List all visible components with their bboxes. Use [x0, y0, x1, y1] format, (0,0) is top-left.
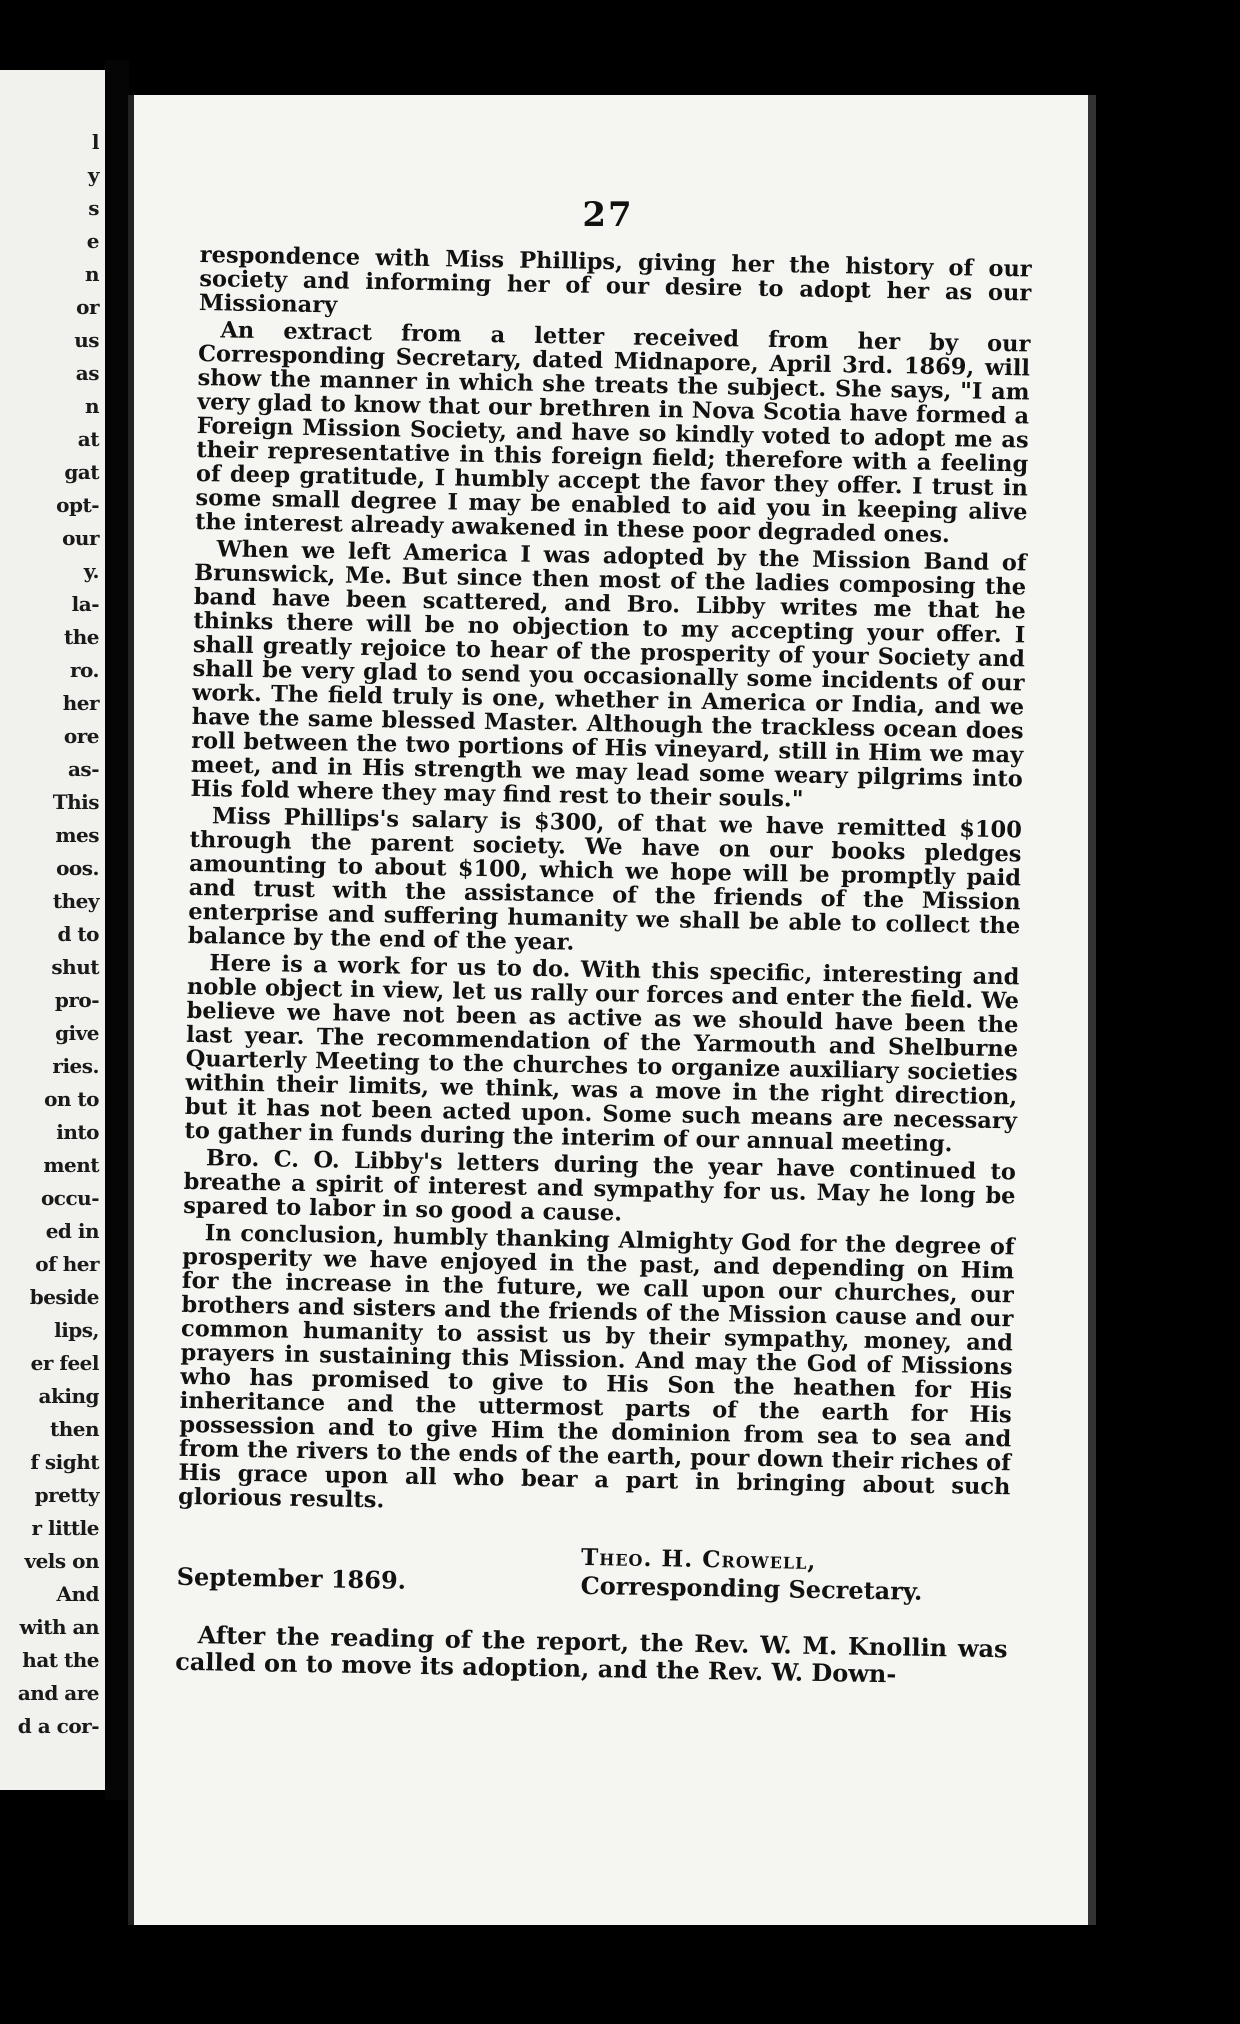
- left-page-text-fragment: y: [87, 163, 99, 187]
- page-number: 27: [582, 195, 634, 235]
- signature-block: [176, 1531, 1009, 1628]
- left-page-text-fragment: beside: [29, 1285, 99, 1309]
- left-page-text-fragment: oos.: [56, 856, 99, 880]
- left-page-text-fragment: as: [75, 361, 99, 385]
- left-page-text-fragment: And: [56, 1582, 99, 1606]
- paragraph: respondence with Miss Phillips, giving her the history of our society and informing her of our desire to adopt her as our Missionary: [198, 242, 1032, 319]
- left-page-text-fragment: ed in: [45, 1219, 99, 1243]
- left-page-text-fragment: on to: [44, 1087, 99, 1111]
- signature-name: Theo. H. Crowell,: [580, 1543, 817, 1575]
- left-page-text-fragment: then: [49, 1417, 99, 1441]
- book-page: [128, 95, 1088, 1925]
- left-page-text-fragment: ries.: [52, 1054, 99, 1078]
- left-page-text-fragment: of her: [35, 1252, 99, 1276]
- left-page-text-fragment: r little: [31, 1516, 99, 1540]
- page-right-edge: [1088, 95, 1096, 1925]
- paragraph: Here is a work for us to do. With this specific, interesting and noble object in view, let us rally our forces and enter the field. We believe we have not been as active as we should have been the last year. The recommendation of the Yarmouth and Shelburne Quarterly Meeting to the churches to organize auxiliary societies within their limits, we think, was a move in the right direction, but it has not been acted upon. Some such means are necessary to gather in funds during the interim of our annual meeting.: [184, 950, 1020, 1158]
- left-page-text-fragment: our: [62, 526, 99, 550]
- left-page-text-fragment: or: [76, 295, 99, 319]
- left-page-text-fragment: into: [56, 1120, 99, 1144]
- left-page-text-fragment: her: [62, 691, 99, 715]
- left-page-text-fragment: d a cor-: [17, 1714, 99, 1738]
- left-page-text-fragment: at: [77, 427, 99, 451]
- paragraph: When we left America I was adopted by the Mission Band of Brunswick, Me. But since then most of the ladies composing the band have been scattered, and Bro. Libby writes me that he thinks there will be no objection to my accepting your offer. I shall greatly rejoice to hear of the prosperity of your Society and shall be very glad to send you occasionally some incidents of our work. The field truly is one, whether in America or India, and we have the same blessed Master. Although the trackless ocean does roll between the two portions of His vineyard, still in Him we may meet, and in His strength we may lead some weary pilgrims into His fold where they may find rest to their souls.": [190, 536, 1027, 813]
- paragraph: In conclusion, humbly thanking Almighty God for the degree of prosperity we have enjoyed in the past, and depending on Him for the increase in the future, we call upon our churches, our brothers and sisters and the friends of the Mission cause and our common humanity to assist us by their sympathy, money, and prayers in sustaining this Mission. And may the God of Missions who has promised to give to His Son the heathen for His inheritance and the uttermost parts of the earth for His possession and to give Him the dominion from sea to sea and from the rivers to the ends of the earth, pour down their riches of His grace upon all who bear a part in bringing about such glorious results.: [177, 1220, 1015, 1514]
- left-page-text-fragment: gat: [64, 460, 99, 484]
- left-page-text-fragment: This: [52, 790, 99, 814]
- left-page-text-fragment: us: [74, 328, 99, 352]
- left-page-text-fragment: ment: [43, 1153, 99, 1177]
- left-page-text-fragment: opt-: [56, 493, 99, 517]
- left-page-text-fragment: pro-: [54, 988, 99, 1012]
- left-page-text-fragment: occu-: [40, 1186, 99, 1210]
- left-page-text-fragment: shut: [51, 955, 99, 979]
- left-page-text-fragment: aking: [38, 1384, 99, 1408]
- left-page-text-fragment: l: [91, 130, 99, 154]
- left-page-text-fragment: they: [52, 889, 99, 913]
- paragraph: An extract from a letter received from her by our Corresponding Secretary, dated Midnapore, April 3rd. 1869, will show the manner in which she treats the subject. She says, "I am very glad to know that our brethren in Nova Scotia have formed a Foreign Mission Society, and have so kindly voted to adopt me as their representative in this foreign field; therefore with a feeling of deep gratitude, I humbly accept the favor they offer. I trust in some small degree I may be enabled to aid you in keeping alive the interest already awakened in these poor degraded ones.: [194, 317, 1031, 549]
- left-page-text-fragment: f sight: [30, 1450, 99, 1474]
- left-page-text-fragment: lips,: [54, 1318, 99, 1342]
- left-page-text-fragment: s: [88, 196, 99, 220]
- left-page-text-fragment: hat the: [22, 1648, 99, 1672]
- left-page-text-fragment: vels on: [24, 1549, 99, 1573]
- left-page-text-fragment: mes: [55, 823, 99, 847]
- left-page-text-fragment: n: [84, 394, 99, 418]
- paragraph: After the reading of the report, the Rev. W. M. Knollin was called on to move its adoption, and the Rev. W. Down-: [174, 1620, 1008, 1689]
- left-page-text-fragment: with an: [19, 1615, 99, 1639]
- left-page-text-fragment: y.: [83, 559, 99, 583]
- paragraph: Bro. C. O. Libby's letters during the year have continued to breathe a spirit of interest and sympathy for us. May he long be spared to labor in so good a cause.: [182, 1145, 1017, 1227]
- left-page-text-fragment: ro.: [70, 658, 99, 682]
- left-page-text-fragment: er feel: [30, 1351, 99, 1375]
- left-page-text-fragment: la-: [71, 592, 99, 616]
- signature-date: September 1869.: [176, 1561, 407, 1595]
- left-page-text-fragment: n: [84, 262, 99, 286]
- left-page-text-fragment: d to: [57, 922, 99, 946]
- left-page-text-fragment: e: [86, 229, 99, 253]
- paragraph: Miss Phillips's salary is $300, of that we have remitted $100 through the parent society. We have on our books pledges amounting to about $100, which we hope will be promptly paid and trust with the assistance of the friends of the Mission enterprise and suffering humanity we shall be able to collect the balance by the end of the year.: [187, 803, 1023, 956]
- left-page-text-fragment: ore: [63, 724, 99, 748]
- page-edge: [128, 95, 134, 1925]
- page-body: [175, 243, 1032, 1692]
- book-gutter: [105, 60, 129, 1800]
- left-page-text-fragment: and are: [17, 1681, 99, 1705]
- left-page-fragment: [0, 70, 105, 1790]
- left-page-text-fragment: as-: [67, 757, 99, 781]
- closing-text: [175, 1621, 1008, 1690]
- signature-title: Corresponding Secretary.: [580, 1570, 923, 1606]
- left-page-text-fragment: pretty: [34, 1483, 99, 1507]
- left-page-text-fragment: the: [63, 625, 99, 649]
- left-page-text-fragment: give: [55, 1021, 99, 1045]
